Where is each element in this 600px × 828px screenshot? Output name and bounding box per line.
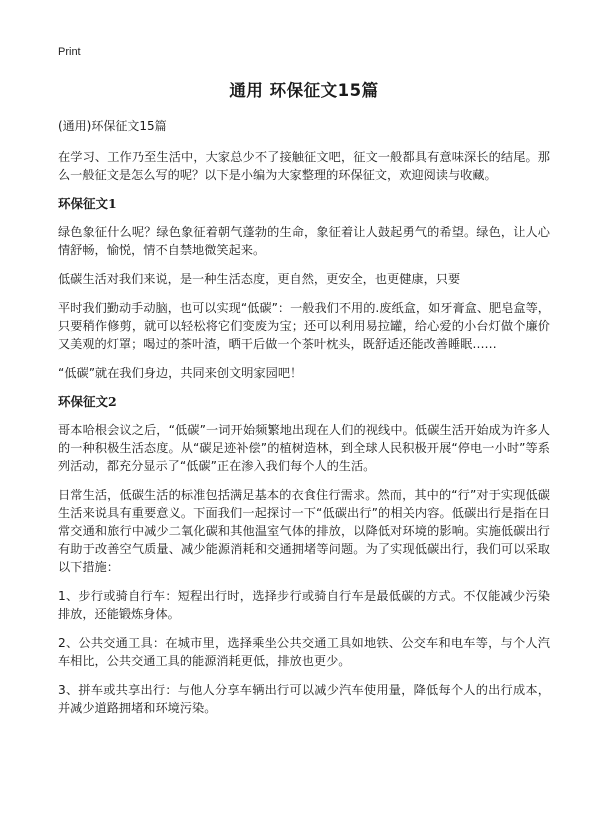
section-2-list-item-1: 1、步行或骑自行车：短程出行时，选择步行或骑自行车是最低碳的方式。不仅能减少污染排放，还能锻炼身体。 (58, 589, 550, 621)
document-subtitle: (通用)环保征文15篇 (58, 119, 167, 133)
section-2-paragraph-2: 日常生活，低碳生活的标准包括满足基本的衣食住行需求。然而，其中的“行”对于实现低碳生活来说具有重要意义。下面我们一起探讨一下“低碳出行”的相关内容。低碳出行是指在日常交通和旅行中减少二氧化碳和其他温室气体的排放，以降低对环境的影响。实施低碳出行有助于改善空气质量、减少能源消耗和交通拥堵等问题。为了实现低碳出行，我们可以采取以下措施： (58, 488, 550, 574)
section-1-paragraph-3: 平时我们勤动手动脑，也可以实现“低碳”：一般我们不用的.废纸盒，如牙膏盒、肥皂盒等，只要稍作修剪，就可以轻松将它们变废为宝；还可以利用易拉罐，给心爱的小台灯做个廉价又美观的灯罩；喝过的茶叶渣，晒干后做一个茶叶枕头，既舒适还能改善睡眠…… (58, 301, 550, 351)
section-1-paragraph-1: 绿色象征什么呢？绿色象征着朝气蓬勃的生命，象征着让人鼓起勇气的希望。绿色，让人心情舒畅，愉悦，情不自禁地微笑起来。 (58, 225, 550, 257)
section-2-heading: 环保征文2 (58, 394, 117, 409)
document-body (58, 80, 550, 728)
document-title: 通用 环保征文15篇 (229, 81, 379, 100)
section-1-heading: 环保征文1 (58, 196, 117, 211)
section-2-paragraph-1: 哥本哈根会议之后，“低碳”一词开始频繁地出现在人们的视线中。低碳生活开始成为许多人的一种积极生活态度。从“碳足迹补偿”的植树造林，到全球人民积极开展“停电一小时”等系列活动，都充分显示了“低碳”正在渗入我们每个人的生活。 (58, 423, 550, 473)
section-2-list-item-2: 2、公共交通工具：在城市里，选择乘坐公共交通工具如地铁、公交车和电车等，与个人汽车相比，公共交通工具的能源消耗更低，排放也更少。 (58, 636, 550, 668)
print-label: Print (58, 46, 81, 58)
section-1-paragraph-2: 低碳生活对我们来说，是一种生活态度，更自然，更安全，也更健康，只要 (58, 272, 461, 286)
section-2-list-item-3: 3、拼车或共享出行：与他人分享车辆出行可以减少汽车使用量，降低每个人的出行成本，并减少道路拥堵和环境污染。 (58, 683, 550, 715)
intro-paragraph: 在学习、工作乃至生活中，大家总少不了接触征文吧，征文一般都具有意味深长的结尾。那么一般征文是怎么写的呢？以下是小编为大家整理的环保征文，欢迎阅读与收藏。 (58, 150, 550, 182)
section-1-paragraph-4: “低碳”就在我们身边，共同来创文明家园吧！ (58, 366, 303, 380)
